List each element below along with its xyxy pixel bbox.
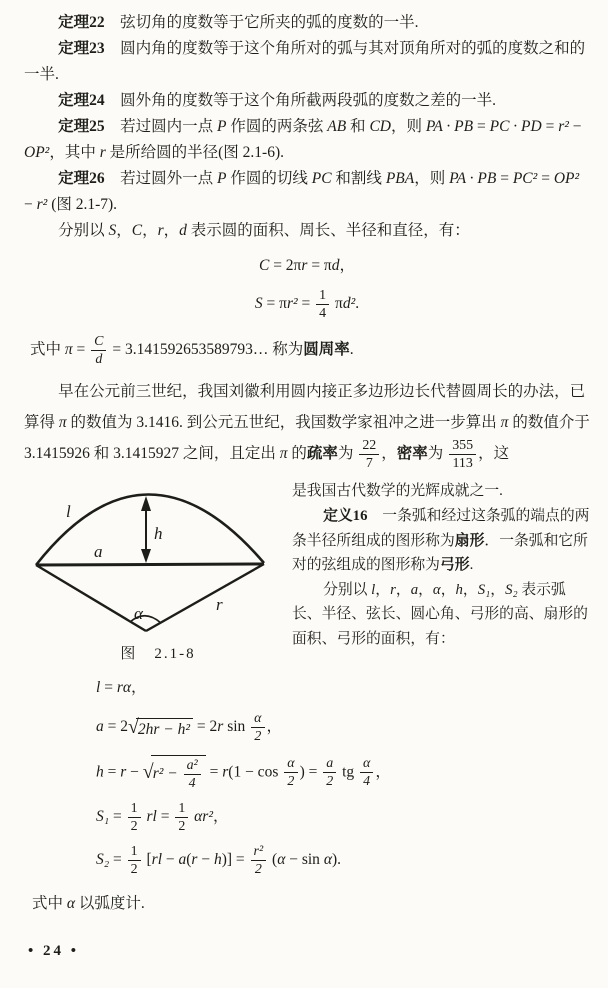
text-segment: 一条弧和经过这条弧的端点的两条半径所组成的图形称为	[292, 507, 590, 549]
text-segment: (1 − cos	[228, 763, 283, 781]
text-segment: ．一条弧和它所对的弦组成的图形称为	[292, 532, 588, 574]
text-segment: rα	[116, 679, 131, 697]
text-segment: 和割线	[331, 170, 386, 187]
text-segment: 作圆的两条弦	[226, 118, 328, 135]
fraction: $\frac{\alpha}{2}$	[284, 756, 297, 789]
theorem-26	[24, 166, 590, 218]
text-segment: =	[103, 763, 121, 781]
text-segment: π	[64, 341, 73, 359]
bold-text: 定理26	[58, 170, 105, 187]
bold-text: 弓形	[439, 557, 470, 574]
theorem-24	[24, 88, 590, 114]
bold-text: 定义16	[323, 507, 368, 524]
text-segment: h	[96, 763, 104, 781]
text-segment: π	[331, 295, 343, 313]
theorem-25	[24, 114, 590, 166]
text-segment: r²	[36, 196, 48, 213]
text-segment: OP²	[24, 144, 50, 161]
text-segment: =	[541, 118, 559, 135]
text-segment: 圆内角的度数等于这个角所对的弧与其对顶角所对的弧的度数之和的一半.	[24, 40, 586, 83]
sector-formula-block	[96, 675, 590, 877]
text-segment: √	[142, 761, 154, 784]
text-segment: )] =	[221, 850, 249, 868]
page-number: • 24 •	[28, 943, 80, 959]
text-segment: π	[500, 414, 509, 432]
figure-2-1-8	[24, 479, 292, 665]
text-segment: ，	[130, 679, 147, 697]
text-segment: ，	[381, 445, 397, 463]
fraction: $\frac{355}{113}$	[449, 438, 476, 471]
text-segment: d	[179, 222, 187, 239]
achievement-line: 是我国古代数学的光辉成就之一.	[292, 483, 503, 500]
circle-area-formula	[24, 288, 590, 321]
chord-line	[36, 564, 264, 565]
text-segment: (	[186, 850, 192, 868]
sector-diagram	[24, 479, 286, 641]
text-segment: PC²	[512, 170, 538, 187]
radius-line-left	[36, 565, 146, 631]
fraction: $\frac{\alpha}{2}$	[251, 711, 264, 744]
text-segment: ，	[213, 807, 229, 825]
radian-note	[32, 891, 590, 917]
text-segment: αr²	[194, 807, 213, 825]
bold-text: 定理22	[58, 14, 105, 31]
text-segment: h	[455, 581, 463, 598]
text-segment: α	[323, 850, 332, 868]
text-segment: ，	[339, 257, 356, 274]
text-segment: r²	[558, 118, 569, 135]
text-segment: h	[213, 850, 222, 868]
text-segment: l	[371, 581, 376, 598]
text-segment: .	[349, 341, 354, 359]
text-segment: 若过圆内一点	[104, 118, 217, 135]
text-segment: PA · PB	[425, 118, 474, 135]
text-segment: ，	[375, 581, 391, 598]
text-segment: ).	[331, 850, 341, 868]
text-segment: ，	[163, 222, 180, 239]
text-segment: (图 2.1-7).	[47, 196, 118, 213]
fraction: $\frac{1}{2}$	[128, 801, 141, 834]
text-segment: −	[162, 850, 179, 868]
text-segment: α	[66, 894, 76, 912]
arrowhead-down	[141, 549, 151, 563]
text-segment: S₂	[96, 850, 110, 868]
text-segment: 式中	[30, 341, 65, 359]
chord-formula	[96, 711, 590, 744]
text-segment: .	[469, 557, 474, 574]
text-segment: 的数值介于 3.1415926 和 3.1415927 之间，且定出	[24, 414, 590, 463]
text-segment: = 3.141592653589793… 称为	[108, 341, 304, 359]
text-segment: 式中	[32, 894, 67, 912]
text-segment: ，	[116, 222, 132, 239]
bold-text: 定理24	[58, 92, 105, 109]
angle-label: α	[134, 604, 143, 624]
text-segment: PA · PB	[449, 170, 497, 187]
theorem-23	[24, 36, 590, 88]
fraction: $\frac{a}{2}$	[323, 756, 336, 789]
text-segment: PC · PD	[489, 118, 542, 135]
text-segment: =	[496, 170, 513, 187]
text-segment: =	[109, 807, 126, 825]
text-segment: PC	[311, 170, 332, 187]
text-segment: C	[131, 222, 143, 239]
text-segment: r	[217, 718, 224, 736]
fraction: $\frac{\alpha}{4}$	[360, 756, 373, 789]
text-segment: 是所给圆的半径(图 2.1-6).	[105, 144, 284, 161]
text-segment: r	[222, 763, 229, 781]
text-segment: r	[390, 581, 396, 598]
sector-quantities-intro	[292, 578, 590, 652]
text-segment: 弦切角的度数等于它所夹的弧的度数的一半.	[104, 14, 419, 31]
text-segment: sin	[223, 718, 250, 736]
text-segment: ，	[266, 718, 283, 736]
text-segment: 作圆的切线	[226, 170, 312, 187]
text-segment: 的	[287, 445, 307, 463]
text-segment: S	[108, 222, 117, 239]
text-segment: √	[128, 716, 139, 739]
text-segment: OP²	[553, 170, 580, 187]
text-segment: =	[109, 850, 126, 868]
text-segment: S₂	[505, 581, 518, 598]
text-segment: d	[331, 257, 340, 274]
text-segment: π	[58, 414, 67, 432]
fraction: $\frac{C}{d}$	[91, 334, 106, 367]
text-segment: d²	[342, 295, 356, 313]
text-segment: =	[297, 295, 315, 313]
text-segment: AB	[327, 118, 347, 135]
text-segment: .	[355, 295, 360, 313]
text-segment: = 2	[193, 718, 218, 736]
radicand	[151, 755, 206, 791]
text-segment: =	[156, 807, 174, 825]
text-segment: 早在公元前三世纪，我国刘徽利用圆内接正多边形边长代替圆周长的办法，已算得	[24, 383, 586, 432]
text-segment: 为	[337, 445, 358, 463]
bold-text: 扇形	[454, 532, 485, 549]
text-segment: PBA	[385, 170, 415, 187]
text-segment: −	[197, 850, 214, 868]
definition-column	[292, 479, 590, 665]
segment-area-formula	[96, 844, 590, 877]
text-segment: r	[301, 257, 308, 274]
text-segment: =	[537, 170, 554, 187]
pi-history-paragraph	[24, 376, 590, 471]
arc-length-label: l	[66, 502, 71, 522]
text-segment: 的数值为 3.1416. 到公元五世纪，我国数学家祖冲之进一步算出	[66, 414, 501, 432]
figure-caption: 图 2.1-8	[120, 646, 196, 663]
text-segment: 以弧度计.	[75, 894, 145, 912]
fraction: $\frac{1}{2}$	[175, 801, 188, 834]
height-label: h	[154, 524, 163, 544]
text-segment: =	[473, 118, 490, 135]
text-segment: (	[268, 850, 278, 868]
text-segment: = π	[262, 295, 287, 313]
text-segment: =	[72, 341, 90, 359]
text-segment: = π	[307, 257, 332, 274]
text-segment: =	[205, 763, 223, 781]
definition-16	[292, 504, 590, 578]
text-segment: ，这	[478, 445, 510, 463]
text-segment: C	[258, 257, 270, 274]
radius-line-right	[146, 564, 264, 631]
text-segment: S₁	[96, 807, 110, 825]
text-segment: = 2	[103, 718, 128, 736]
text-segment: S₁	[477, 581, 491, 598]
text-segment: P	[217, 170, 227, 187]
text-segment: S	[254, 295, 263, 313]
text-segment: 为	[427, 445, 448, 463]
text-segment: r	[191, 850, 198, 868]
text-segment: P	[217, 118, 227, 135]
text-segment: r	[120, 763, 127, 781]
text-segment: r	[99, 144, 106, 161]
text-segment: ，	[462, 581, 478, 598]
theorem-22	[24, 10, 590, 36]
pi-definition-line	[30, 334, 590, 367]
text-segment: ) =	[299, 763, 322, 781]
text-segment: tg	[338, 763, 358, 781]
fraction: $\frac{1}{2}$	[128, 844, 141, 877]
text-segment: 分别以	[323, 581, 372, 598]
text-segment: [	[142, 850, 152, 868]
text-segment: ，其中	[49, 144, 100, 161]
text-segment: ，	[142, 222, 158, 239]
text-segment: α	[432, 581, 441, 598]
bold-text: 定理23	[58, 40, 105, 57]
text-segment: ，	[418, 581, 433, 598]
circle-quantities-intro	[24, 218, 590, 244]
text-segment: −	[24, 196, 37, 213]
fraction: $\frac{\text{r²}}{2}$	[251, 844, 267, 877]
arrowhead-up	[141, 496, 151, 511]
text-segment: ，	[395, 581, 411, 598]
text-segment: 和	[346, 118, 370, 135]
fraction: $\frac{1}{4}$	[316, 288, 329, 321]
text-segment: − sin	[285, 850, 324, 868]
text-segment: −	[568, 118, 582, 135]
text-segment: a	[96, 718, 104, 736]
text-segment: −	[126, 763, 143, 781]
fraction: $\frac{\text{a²}}{4}$	[184, 758, 201, 791]
text-segment: π	[279, 445, 288, 463]
text-segment: CD	[369, 118, 391, 135]
text-segment: r	[157, 222, 164, 239]
text-segment: rl	[151, 850, 162, 868]
bold-text: 疏率	[306, 445, 338, 463]
text-segment: ，则	[390, 118, 426, 135]
radicand	[136, 718, 193, 739]
text-segment: r²	[286, 295, 298, 313]
text-segment: 分别以	[58, 222, 109, 239]
text-segment: a	[410, 581, 419, 598]
bold-text: 圆周率	[303, 341, 350, 359]
text-segment: rl	[146, 807, 157, 825]
text-segment: 表示圆的面积、周长、半径和直径，有：	[186, 222, 470, 239]
text-segment: l	[96, 679, 101, 697]
bold-text: 定理25	[58, 118, 105, 135]
text-segment: 2hr − h²	[137, 720, 191, 738]
bold-text: 密率	[396, 445, 428, 463]
text-segment: 圆外角的度数等于这个角所截两段弧的度数之差的一半.	[104, 92, 496, 109]
radius-label: r	[216, 595, 223, 615]
text-segment: ，	[490, 581, 506, 598]
text-segment: =	[100, 679, 117, 697]
text-segment: 若过圆外一点	[104, 170, 217, 187]
text-segment: r² −	[152, 764, 182, 782]
height-formula	[96, 755, 590, 791]
text-segment: ，则	[414, 170, 450, 187]
text-segment: = 2π	[269, 257, 302, 274]
text-segment: 表示弧长、半径、弦长、圆心角、弓形的高、扇形的面积、弓形的面积，有：	[292, 581, 588, 647]
circumference-formula	[24, 253, 590, 279]
fraction: $\frac{22}{7}$	[359, 438, 379, 471]
chord-label: a	[94, 542, 103, 562]
arc-length-formula	[96, 675, 590, 701]
text-segment: a	[178, 850, 187, 868]
text-segment: α	[277, 850, 286, 868]
figure-and-definition-columns	[24, 479, 590, 665]
text-segment: ，	[375, 763, 391, 781]
sector-area-formula	[96, 801, 590, 834]
text-segment: ，	[440, 581, 456, 598]
